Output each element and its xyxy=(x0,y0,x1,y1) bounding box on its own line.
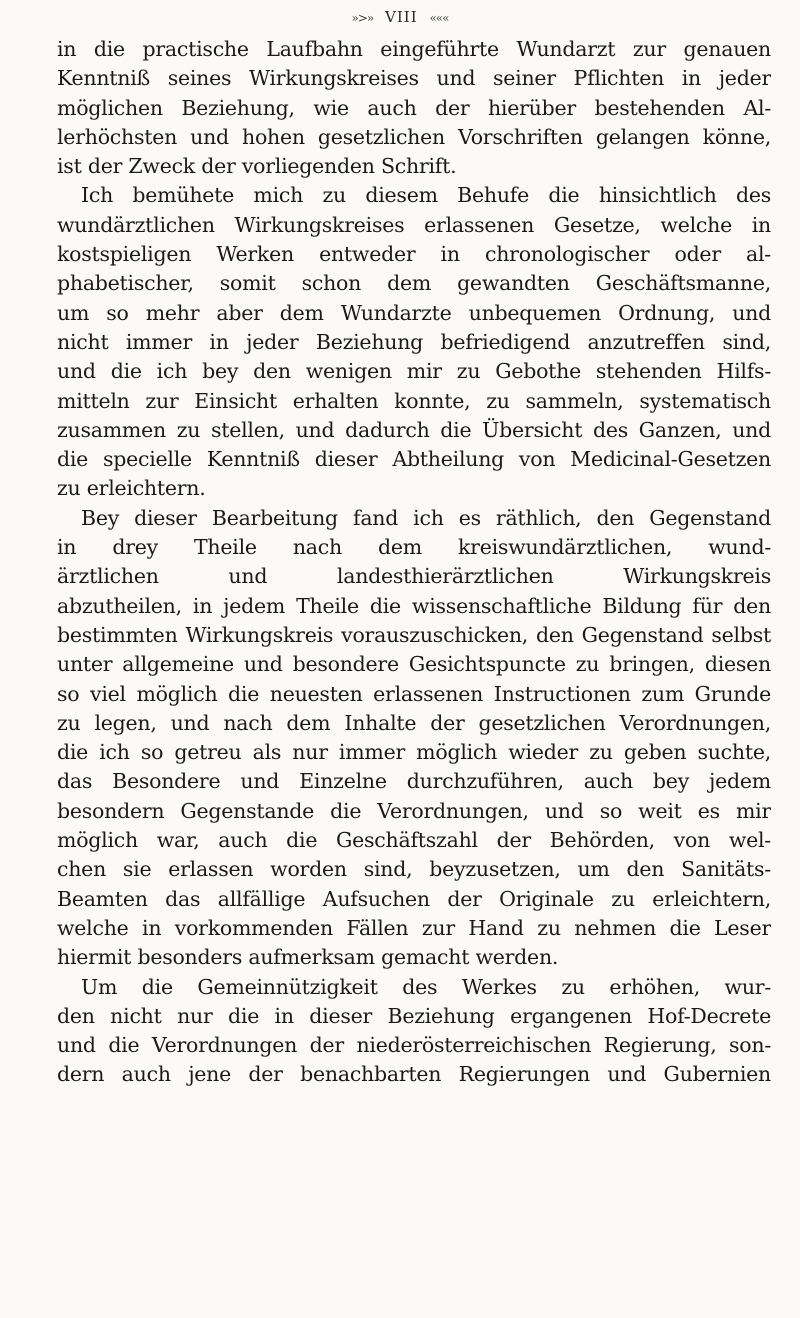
text-line: wundärztlichen Wirkungskreises erlassenen Gesetze, welche in xyxy=(57,212,771,237)
body-text xyxy=(57,35,771,1090)
text-line: Beamten das allfällige Aufsuchen der Originale zu erleichtern, xyxy=(57,886,771,911)
text-line: besondern Gegenstande die Verordnungen, und so weit es mir xyxy=(57,798,771,823)
text-line: mitteln zur Einsicht erhalten konnte, zu sammeln, systematisch xyxy=(57,388,771,413)
text-line: nicht immer in jeder Beziehung befriedigend anzutreffen sind, xyxy=(57,329,771,354)
text-line: möglich war, auch die Geschäftszahl der Behörden, von wel- xyxy=(57,828,771,853)
text-line: möglichen Beziehung, wie auch der hierüber bestehenden Al- xyxy=(57,95,771,120)
text-line: und die Verordnungen der niederösterreichischen Regierung, son- xyxy=(57,1033,771,1058)
text-line: und die ich bey den wenigen mir zu Gebothe stehenden Hilfs- xyxy=(57,359,771,384)
text-line: chen sie erlassen worden sind, beyzusetzen, um den Sanitäts- xyxy=(57,857,771,882)
right-ornament: ««« xyxy=(429,11,449,25)
text-line: zusammen zu stellen, und dadurch die Übersicht des Ganzen, und xyxy=(57,417,771,442)
text-line: hiermit besonders aufmerksam gemacht werden. xyxy=(57,945,559,970)
text-line: lerhöchsten und hohen gesetzlichen Vorschriften gelangen könne, xyxy=(57,124,771,149)
text-line: die specielle Kenntniß dieser Abtheilung von Medicinal-Gesetzen xyxy=(57,447,771,472)
text-line: unter allgemeine und besondere Gesichtspuncte zu bringen, diesen xyxy=(57,652,771,677)
text-line: in die practische Laufbahn eingeführte Wundarzt zur genauen xyxy=(57,37,771,61)
text-line: den nicht nur die in dieser Beziehung ergangenen Hof-Decrete xyxy=(57,1003,771,1028)
text-line: um so mehr aber dem Wundarzte unbequemen Ordnung, und xyxy=(57,300,771,325)
text-line: abzutheilen, in jedem Theile die wissenschaftliche Bildung für den xyxy=(57,593,771,618)
text-line: Kenntniß seines Wirkungskreises und seiner Pflichten in jeder xyxy=(57,66,771,91)
paragraph-start-line: Um die Gemeinnützigkeit des Werkes zu erhöhen, wur- xyxy=(81,974,771,999)
text-line: dern auch jene der benachbarten Regierungen und Gubernien xyxy=(57,1062,771,1087)
left-ornament: »>» xyxy=(351,11,374,25)
text-line: in drey Theile nach dem kreiswundärztlichen, wund- xyxy=(57,535,771,560)
page-number: VIII xyxy=(385,8,418,26)
text-line: phabetischer, somit schon dem gewandten Geschäftsmanne, xyxy=(57,271,771,296)
text-line: welche in vorkommenden Fällen zur Hand zu nehmen die Leser xyxy=(57,915,771,940)
text-line: ärztlichen und landesthierärztlichen Wirkungskreis xyxy=(57,564,771,589)
text-line: das Besondere und Einzelne durchzuführen, auch bey jedem xyxy=(57,769,771,794)
text-line: zu legen, und nach dem Inhalte der gesetzlichen Verordnungen, xyxy=(57,710,771,735)
running-head xyxy=(0,8,800,26)
text-line: die ich so getreu als nur immer möglich wieder zu geben suchte, xyxy=(57,740,771,765)
text-line: bestimmten Wirkungskreis vorauszuschicken, den Gegenstand selbst xyxy=(57,622,771,647)
text-line: ist der Zweck der vorliegenden Schrift. xyxy=(57,154,457,179)
text-line: kostspieligen Werken entweder in chronologischer oder al- xyxy=(57,242,771,267)
text-line: so viel möglich die neuesten erlassenen Instructionen zum Grunde xyxy=(57,681,771,706)
paragraph-start-line: Bey dieser Bearbeitung fand ich es räthlich, den Gegenstand xyxy=(81,505,771,530)
text-line: zu erleichtern. xyxy=(57,476,206,501)
paragraph-start-line: Ich bemühete mich zu diesem Behufe die hinsichtlich des xyxy=(81,183,771,208)
